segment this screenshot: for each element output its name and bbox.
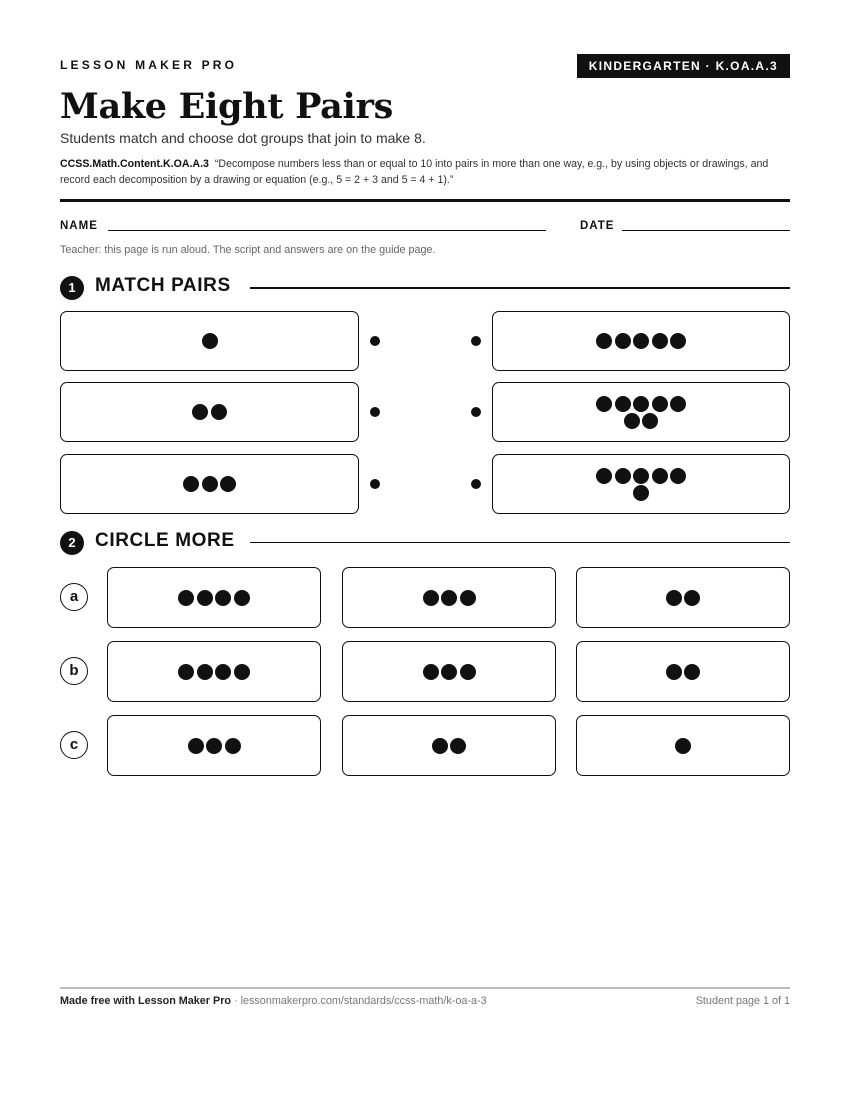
dot-row [624,413,659,429]
counting-dot [450,738,466,754]
circle-choice-box[interactable] [576,715,790,776]
counting-dot [633,468,649,484]
counting-dot [202,333,218,349]
footer-url[interactable]: lessonmakerpro.com/standards/ccss-math/k-oa-a-3 [240,995,487,1007]
counting-dot [441,590,457,606]
dot-row [423,664,476,680]
grade-standard-badge: KINDERGARTEN · K.OA.A.3 [577,54,790,78]
circle-choice-box[interactable] [342,715,556,776]
counting-dot [670,396,686,412]
row-letter-c: c [60,731,88,759]
dot-row [675,738,691,754]
dot-row [188,738,241,754]
counting-dot [615,333,631,349]
header-divider [60,199,790,202]
circle-choice-box[interactable] [107,567,321,628]
dot-row [192,404,227,420]
counting-dot [615,396,631,412]
circle-choice-box[interactable] [342,641,556,702]
standard-code: CCSS.Math.Content.K.OA.A.3 [60,158,209,170]
circle-choice-box[interactable] [107,641,321,702]
match-right-anchor-dot[interactable] [471,336,481,346]
counting-dot [596,333,612,349]
counting-dot [633,333,649,349]
counting-dot [432,738,448,754]
counting-dot [188,738,204,754]
counting-dot [215,590,231,606]
counting-dot [670,333,686,349]
match-left-box[interactable] [60,382,359,442]
counting-dot [642,413,658,429]
counting-dot [684,664,700,680]
counting-dot [652,396,668,412]
counting-dot [192,404,208,420]
counting-dot [596,468,612,484]
counting-dot [202,476,218,492]
counting-dot [234,590,250,606]
counting-dot [675,738,691,754]
match-left-anchor-dot[interactable] [370,479,380,489]
counting-dot [652,468,668,484]
counting-dot [183,476,199,492]
circle-choice-box[interactable] [107,715,321,776]
counting-dot [460,590,476,606]
name-label: NAME [60,220,98,232]
match-right-box[interactable] [492,311,790,371]
counting-dot [441,664,457,680]
dot-row [423,590,476,606]
counting-dot [633,396,649,412]
counting-dot [423,590,439,606]
name-write-line[interactable] [108,230,546,231]
dot-row [178,664,250,680]
row-letter-b: b [60,657,88,685]
row-letter-a: a [60,583,88,611]
dot-row [596,333,686,349]
section-2-rule [250,542,790,543]
counting-dot [615,468,631,484]
counting-dot [460,664,476,680]
circle-choice-box[interactable] [576,567,790,628]
counting-dot [596,396,612,412]
counting-dot [423,664,439,680]
counting-dot [666,664,682,680]
match-right-box[interactable] [492,382,790,442]
match-right-anchor-dot[interactable] [471,407,481,417]
dot-row [596,396,686,412]
brand-name: LESSON MAKER PRO [60,58,238,72]
counting-dot [225,738,241,754]
match-right-box[interactable] [492,454,790,514]
dot-row [178,590,250,606]
standard-text: “Decompose numbers less than or equal to 10 into pairs in more than one way, e.g., by using objects or drawings, and record each decomposition by a drawing or equation (e.g., 5 = 2 + 3 and 5 = 4 + 1).” [60,158,769,186]
section-1-rule [250,287,790,289]
match-left-anchor-dot[interactable] [370,407,380,417]
counting-dot [234,664,250,680]
teacher-note: Teacher: this page is run aloud. The script and answers are on the guide page. [60,244,436,256]
dot-row [633,485,649,501]
dot-row [666,664,701,680]
footer-page-number: Student page 1 of 1 [695,995,790,1007]
footer-credit [60,995,487,1007]
section-1-title: MATCH PAIRS [95,275,231,296]
counting-dot [206,738,222,754]
footer-made-with: Made free with Lesson Maker Pro [60,995,231,1007]
date-write-line[interactable] [622,230,790,231]
counting-dot [652,333,668,349]
counting-dot [684,590,700,606]
counting-dot [197,590,213,606]
section-2-number: 2 [60,531,84,555]
counting-dot [211,404,227,420]
dot-row [183,476,236,492]
counting-dot [633,485,649,501]
footer-separator: · [231,995,241,1007]
match-right-anchor-dot[interactable] [471,479,481,489]
dot-row [666,590,701,606]
match-left-anchor-dot[interactable] [370,336,380,346]
counting-dot [215,664,231,680]
counting-dot [197,664,213,680]
section-1-number: 1 [60,276,84,300]
circle-choice-box[interactable] [576,641,790,702]
counting-dot [178,590,194,606]
counting-dot [178,664,194,680]
counting-dot [666,590,682,606]
counting-dot [624,413,640,429]
circle-choice-box[interactable] [342,567,556,628]
match-left-box[interactable] [60,454,359,514]
worksheet-subtitle: Students match and choose dot groups that join to make 8. [60,130,426,146]
dot-row [432,738,467,754]
dot-row [202,333,218,349]
footer-divider [60,987,790,989]
date-label: DATE [580,220,615,232]
section-2-title: CIRCLE MORE [95,530,235,551]
match-left-box[interactable] [60,311,359,371]
counting-dot [220,476,236,492]
dot-row [596,468,686,484]
standard-description [60,156,790,188]
counting-dot [670,468,686,484]
worksheet-title: Make Eight Pairs [60,86,394,127]
